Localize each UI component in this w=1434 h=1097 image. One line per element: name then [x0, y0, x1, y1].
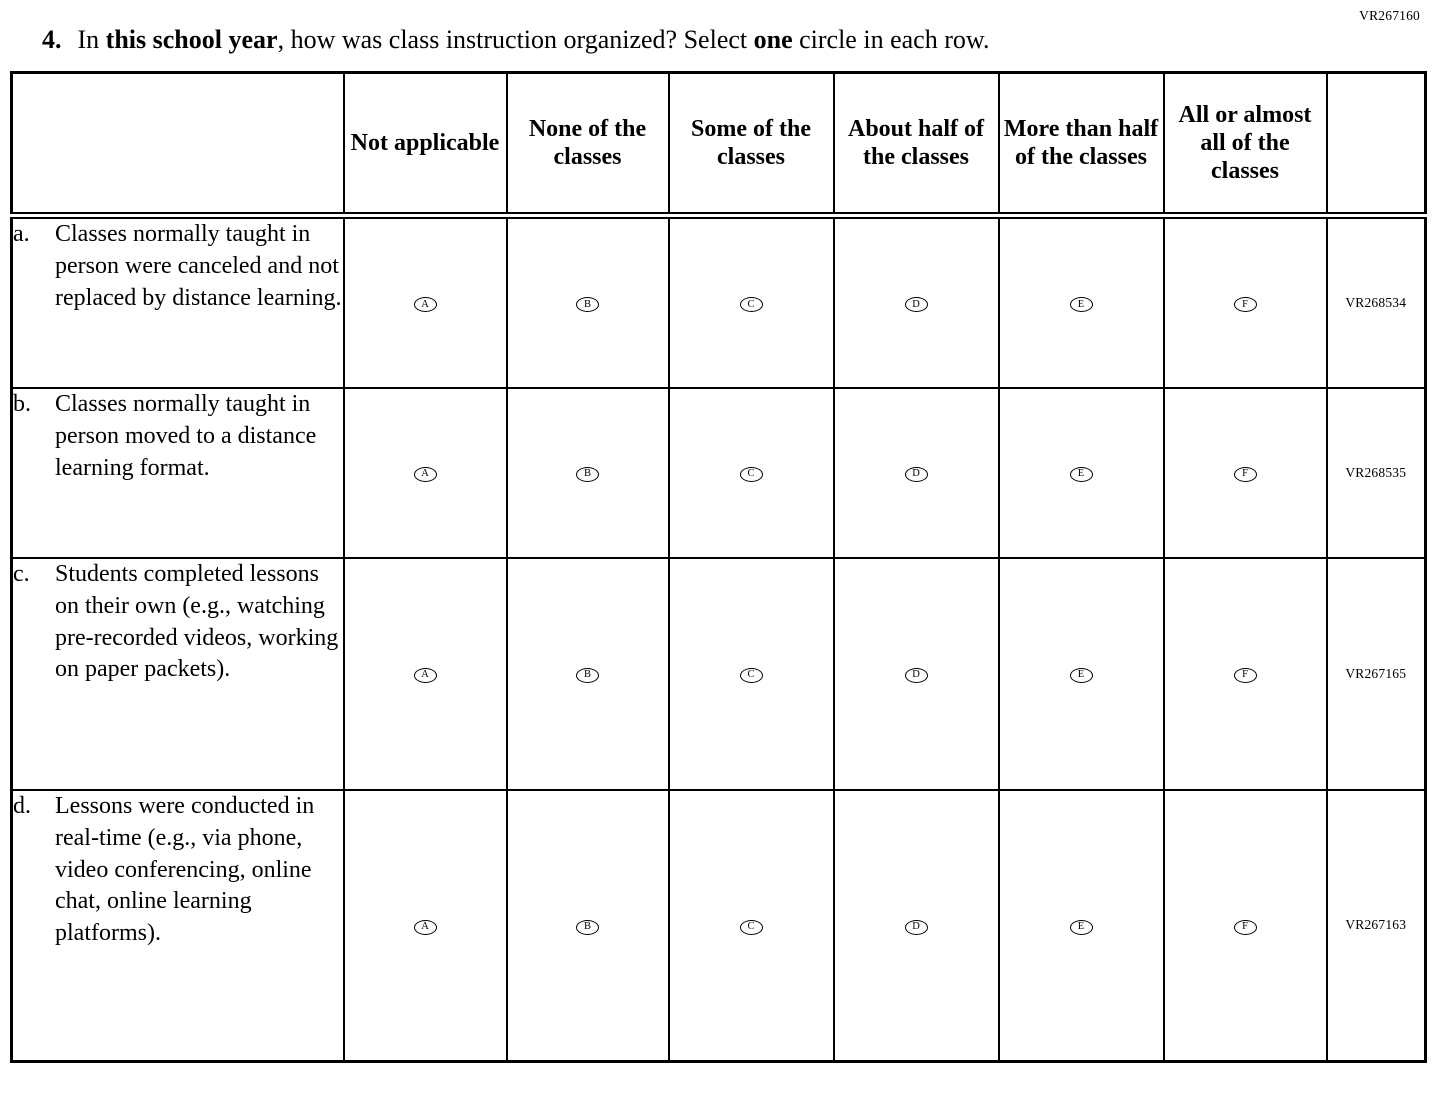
option-circle-b[interactable]: [576, 920, 599, 935]
option-cell: [344, 558, 507, 790]
option-cell: [669, 216, 834, 388]
option-letter: B: [583, 669, 591, 681]
option-circle-a[interactable]: [414, 467, 437, 482]
option-letter: F: [1242, 921, 1248, 933]
option-circle-a[interactable]: [414, 297, 437, 312]
option-cell: [834, 216, 999, 388]
option-cell: [1164, 558, 1327, 790]
option-letter: C: [747, 468, 755, 480]
row-letter: d.: [13, 792, 31, 819]
option-cell: [999, 558, 1164, 790]
column-header-all: All or almost all of the classes: [1164, 73, 1327, 216]
option-letter: F: [1242, 468, 1248, 480]
option-cell: [669, 558, 834, 790]
header-row: [12, 73, 1426, 216]
row-text: Classes normally taught in person were canceled and not replaced by distance learning.: [55, 221, 342, 311]
table-row-a: [12, 216, 1426, 388]
row-text: Classes normally taught in person moved to a distance learning format.: [55, 390, 317, 481]
option-letter: B: [583, 921, 591, 933]
option-circle-e[interactable]: [1070, 467, 1093, 482]
table-row-b: [12, 388, 1426, 558]
option-circle-d[interactable]: [905, 668, 928, 683]
option-circle-b[interactable]: [576, 297, 599, 312]
question-text-part: In: [77, 25, 106, 54]
option-letter: C: [747, 298, 755, 310]
option-letter: B: [583, 298, 591, 310]
option-cell: [1164, 388, 1327, 558]
option-circle-f[interactable]: [1234, 297, 1257, 312]
row-code: VR268534: [1327, 216, 1426, 388]
option-cell: [344, 790, 507, 1062]
option-letter: D: [912, 921, 920, 933]
option-letter: C: [747, 669, 755, 681]
option-circle-a[interactable]: [414, 668, 437, 683]
option-cell: [344, 216, 507, 388]
row-text: Students completed lessons on their own (e.g., watching pre-recorded videos, working on paper packets).: [55, 560, 339, 683]
option-letter: E: [1077, 468, 1085, 480]
option-circle-e[interactable]: [1070, 668, 1093, 683]
option-letter: D: [912, 298, 920, 310]
question-text-part: , how was class instruction organized? Select: [277, 25, 754, 54]
option-cell: [999, 388, 1164, 558]
option-cell: [669, 790, 834, 1062]
row-letter: b.: [13, 390, 31, 417]
option-cell: [834, 558, 999, 790]
question-text-bold: this school year: [105, 25, 278, 54]
option-letter: F: [1242, 669, 1248, 681]
row-letter: a.: [13, 221, 30, 248]
header-code-cell: [1327, 73, 1426, 216]
row-label-cell: [12, 216, 344, 388]
option-letter: A: [421, 468, 429, 480]
option-letter: D: [912, 669, 920, 681]
option-circle-a[interactable]: [414, 920, 437, 935]
option-letter: E: [1077, 669, 1085, 681]
option-circle-b[interactable]: [576, 467, 599, 482]
form-code: VR267160: [1359, 8, 1420, 23]
option-cell: [669, 388, 834, 558]
column-header-none: None of the classes: [507, 73, 669, 216]
option-letter: D: [912, 468, 920, 480]
option-cell: [999, 216, 1164, 388]
option-circle-d[interactable]: [905, 920, 928, 935]
header-stub-cell: [12, 73, 344, 216]
option-letter: A: [421, 921, 429, 933]
option-letter: A: [421, 669, 429, 681]
option-circle-c[interactable]: [740, 668, 763, 683]
question-text-part: circle in each row.: [792, 25, 990, 54]
option-letter: E: [1077, 298, 1085, 310]
row-label-cell: [12, 558, 344, 790]
option-circle-f[interactable]: [1234, 920, 1257, 935]
option-cell: [834, 790, 999, 1062]
option-cell: [507, 216, 669, 388]
option-circle-e[interactable]: [1070, 297, 1093, 312]
option-cell: [1164, 216, 1327, 388]
option-cell: [507, 790, 669, 1062]
column-header-some: Some of the classes: [669, 73, 834, 216]
option-letter: C: [747, 921, 755, 933]
row-code: VR268535: [1327, 388, 1426, 558]
question-number: 4.: [42, 25, 62, 54]
question-block: [0, 0, 1434, 55]
table-row-d: [12, 790, 1426, 1062]
option-cell: [999, 790, 1164, 1062]
option-circle-c[interactable]: [740, 467, 763, 482]
option-circle-b[interactable]: [576, 668, 599, 683]
option-circle-f[interactable]: [1234, 467, 1257, 482]
option-cell: [507, 388, 669, 558]
row-text: Lessons were conducted in real-time (e.g., via phone, video conferencing, online chat, online learning platforms).: [55, 792, 315, 947]
question-text-bold: one: [753, 25, 793, 54]
response-grid: [10, 71, 1427, 1063]
option-cell: [834, 388, 999, 558]
option-circle-c[interactable]: [740, 920, 763, 935]
column-header-more-than-half: More than half of the classes: [999, 73, 1164, 216]
option-cell: [1164, 790, 1327, 1062]
column-header-not-applicable: Not applicable: [344, 73, 507, 216]
option-circle-d[interactable]: [905, 297, 928, 312]
option-circle-c[interactable]: [740, 297, 763, 312]
option-cell: [344, 388, 507, 558]
question-text: [78, 25, 990, 54]
option-circle-d[interactable]: [905, 467, 928, 482]
row-letter: c.: [13, 560, 30, 587]
option-letter: E: [1077, 921, 1085, 933]
option-letter: A: [421, 298, 429, 310]
column-header-about-half: About half of the classes: [834, 73, 999, 216]
table-row-c: [12, 558, 1426, 790]
row-code: VR267163: [1327, 790, 1426, 1062]
option-letter: F: [1242, 298, 1248, 310]
row-label-cell: [12, 388, 344, 558]
option-cell: [507, 558, 669, 790]
row-code: VR267165: [1327, 558, 1426, 790]
option-letter: B: [583, 468, 591, 480]
option-circle-e[interactable]: [1070, 920, 1093, 935]
row-label-cell: [12, 790, 344, 1062]
option-circle-f[interactable]: [1234, 668, 1257, 683]
